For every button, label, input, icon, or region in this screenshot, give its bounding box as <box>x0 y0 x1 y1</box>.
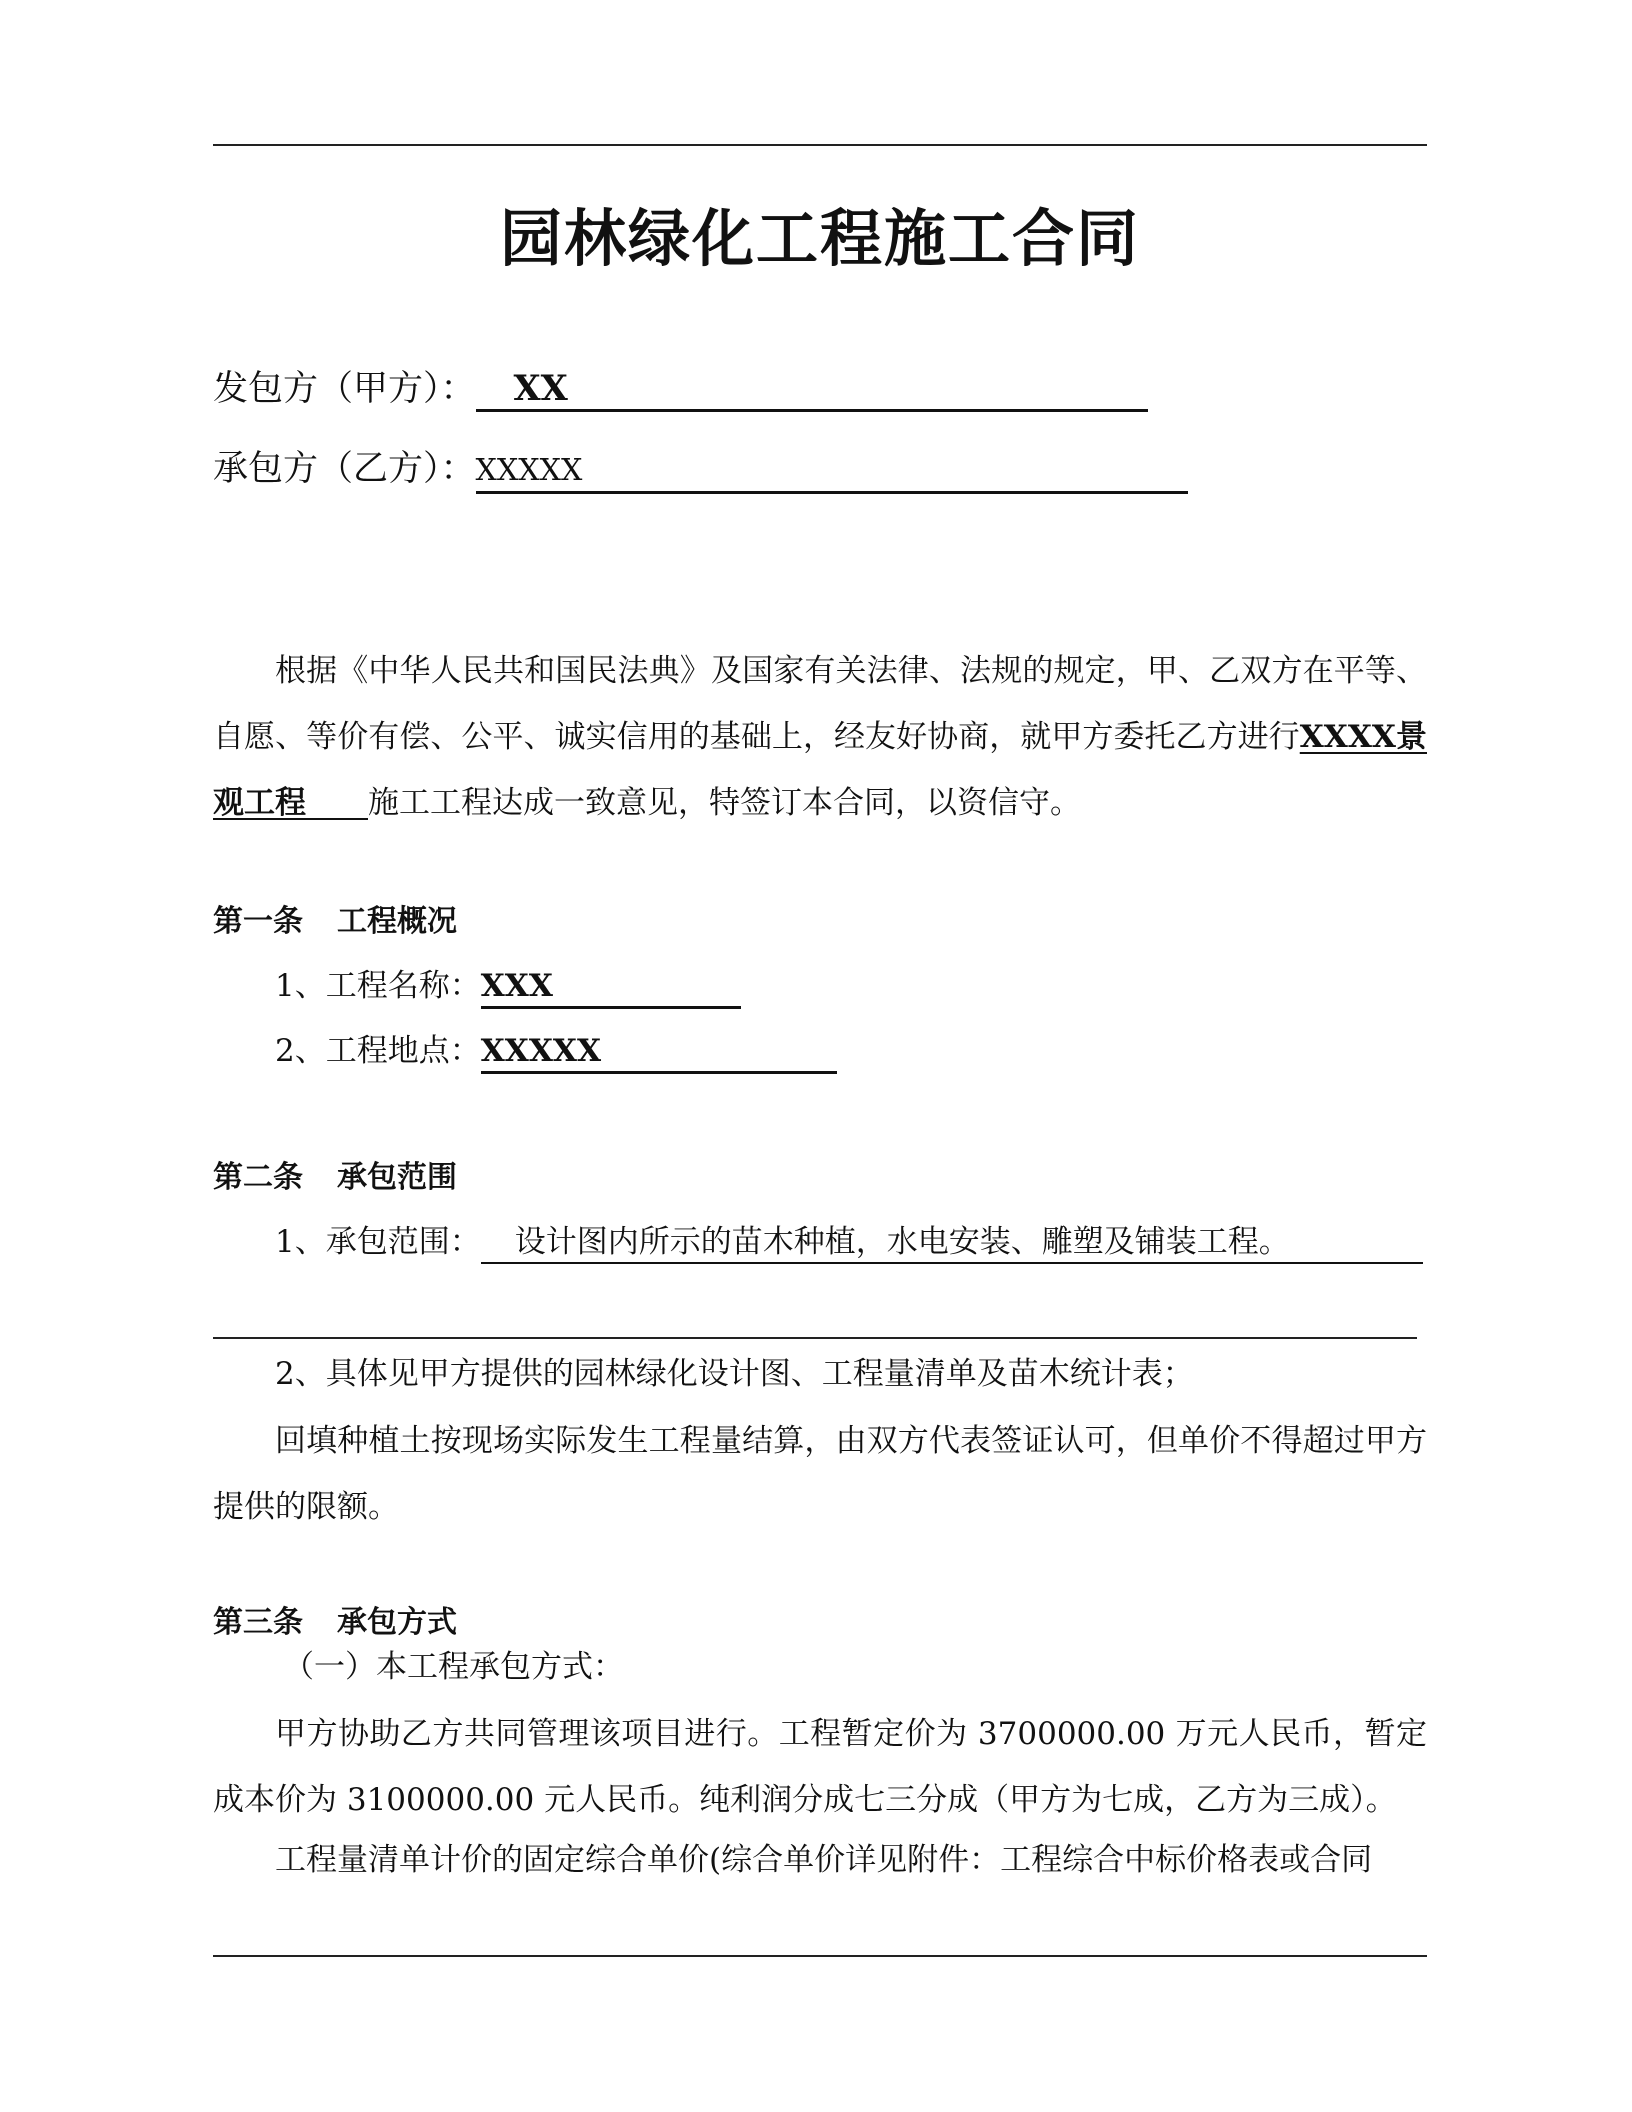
unit-price-paragraph: 工程量清单计价的固定综合单价(综合单价详见附件：工程综合中标价格表或合同 <box>275 1842 1373 1878</box>
header-rule <box>213 144 1427 146</box>
scope-line <box>275 1220 1423 1264</box>
project-location-line <box>275 1029 837 1074</box>
preamble-project-name: XXXX景观工程 <box>213 719 1427 821</box>
contract-method-subheading: （一）本工程承包方式： <box>283 1649 624 1685</box>
scope-item-2: 2、具体见甲方提供的园林绿化设计图、工程量清单及苗木统计表； <box>275 1356 1194 1392</box>
scope-value: 设计图内所示的苗木种植，水电安装、雕塑及铺装工程。 <box>481 1222 1423 1264</box>
party-a-line <box>213 364 1148 414</box>
scope-continuation-rule <box>213 1337 1417 1339</box>
project-location-value: XXXXX <box>481 1031 837 1074</box>
article-3-title: 承包方式 <box>337 1605 457 1640</box>
article-1-title: 工程概况 <box>337 904 457 939</box>
party-b-label: 承包方（乙方）： <box>213 449 476 489</box>
article-3-number: 第三条 <box>213 1605 303 1640</box>
preamble-text-after: 施工工程达成一致意见，特签订本合同，以资信守。 <box>368 785 1081 821</box>
contract-title: 园林绿化工程施工合同 <box>499 202 1140 275</box>
preamble-text-before: 根据《中华人民共和国民法典》及国家有关法律、法规的规定，甲、乙双方在平等、自愿、等价有偿、公平、诚实信用的基础上，经友好协商，就甲方委托乙方进行 <box>213 653 1427 755</box>
contract-method-paragraph: 甲方协助乙方共同管理该项目进行。工程暂定价为 3700000.00 万元人民币，暂定成本价为 3100000.00 元人民币。纯利润分成七三分成（甲方为七成，乙方为三成）。 <box>213 1716 1427 1818</box>
article-1-number: 第一条 <box>213 904 303 939</box>
project-location-label: 2、工程地点： <box>275 1033 481 1069</box>
scope-label: 1、承包范围： <box>275 1224 481 1260</box>
article-2-title: 承包范围 <box>337 1160 457 1195</box>
preamble-paragraph <box>213 638 1427 836</box>
preamble-project-pad <box>306 785 368 821</box>
party-b-line <box>213 444 1188 494</box>
party-a-label: 发包方（甲方）： <box>213 369 476 409</box>
article-3-heading <box>213 1601 457 1645</box>
party-b-value: XXXXX <box>476 451 1188 494</box>
article-2-heading <box>213 1156 457 1200</box>
project-name-value: XXX <box>481 966 741 1009</box>
article-1-heading <box>213 900 457 944</box>
footer-rule <box>213 1955 1427 1957</box>
party-a-value: XX <box>476 369 1148 412</box>
backfill-paragraph: 回填种植土按现场实际发生工程量结算，由双方代表签证认可，但单价不得超过甲方提供的限额。 <box>213 1423 1427 1525</box>
project-name-label: 1、工程名称： <box>275 968 481 1004</box>
article-2-number: 第二条 <box>213 1160 303 1195</box>
contract-page <box>213 0 1427 2112</box>
project-name-line <box>275 964 741 1009</box>
